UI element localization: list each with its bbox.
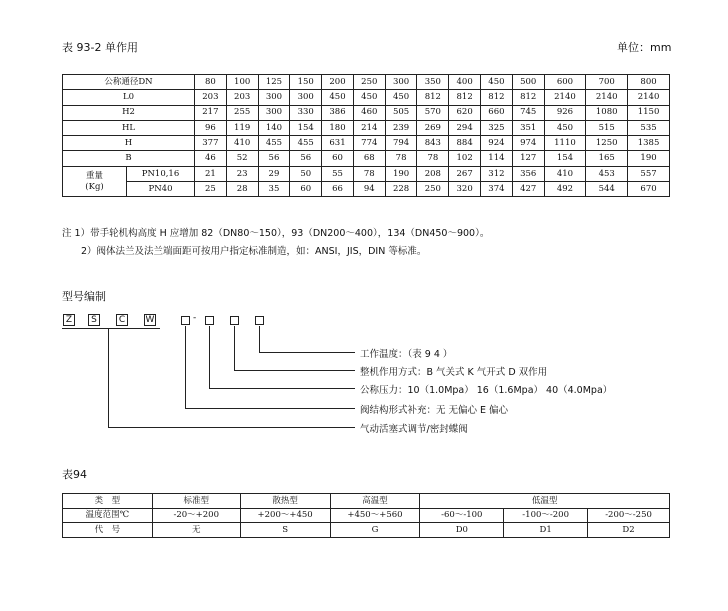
- table-cell: 350: [417, 75, 449, 90]
- table-cell: 325: [481, 120, 513, 135]
- table-cell: 320: [449, 182, 481, 197]
- table-row: [63, 151, 670, 166]
- table-cell: 926: [544, 105, 586, 120]
- table-cell: 154: [290, 120, 322, 135]
- table-cell: 102: [449, 151, 481, 166]
- weight-label: 重量: [85, 170, 103, 181]
- table-cell: PN40: [127, 182, 195, 197]
- table-row: [63, 120, 670, 135]
- table-cell: 无: [152, 523, 240, 538]
- model-slot-3: [230, 316, 239, 325]
- table-cell: 50: [290, 166, 322, 181]
- table-row: [63, 182, 670, 197]
- table-cell: 269: [417, 120, 449, 135]
- table-cell: 154: [544, 151, 586, 166]
- table-row: [63, 136, 670, 151]
- table-cell: 455: [258, 136, 290, 151]
- table-cell: 208: [417, 166, 449, 181]
- table-cell: 557: [628, 166, 670, 181]
- table-cell: 21: [195, 166, 227, 181]
- table-cell: 28: [226, 182, 258, 197]
- model-title: 型号编制: [62, 290, 106, 303]
- table-cell: HL: [63, 120, 195, 135]
- table-cell: 300: [258, 90, 290, 105]
- table-cell: 812: [512, 90, 544, 105]
- table-cell: 450: [385, 90, 417, 105]
- table-cell: 68: [353, 151, 385, 166]
- connector-line: [209, 326, 210, 388]
- connector-line: [259, 352, 355, 353]
- table-cell: 570: [417, 105, 449, 120]
- table-cell: 492: [544, 182, 586, 197]
- table-cell: L0: [63, 90, 195, 105]
- table-cell: 450: [353, 90, 385, 105]
- connector-line: [185, 408, 355, 409]
- table-cell: 386: [322, 105, 354, 120]
- table-cell: H: [63, 136, 195, 151]
- table-cell: +450～+560: [330, 508, 420, 523]
- code-label-action: 整机作用方式：B 气关式 K 气开式 D 双作用: [360, 367, 548, 378]
- table-cell: 203: [195, 90, 227, 105]
- table-cell: 高温型: [330, 494, 420, 509]
- table-cell: D1: [504, 523, 588, 538]
- table-cell: 250: [353, 75, 385, 90]
- table-cell: 119: [226, 120, 258, 135]
- table-cell: 400: [449, 75, 481, 90]
- table-cell: 312: [481, 166, 513, 181]
- table-cell: 203: [226, 90, 258, 105]
- table-cell: 250: [417, 182, 449, 197]
- table-cell: 190: [628, 151, 670, 166]
- table-cell: -200～-250: [588, 508, 670, 523]
- table-cell: 96: [195, 120, 227, 135]
- table-cell: 200: [322, 75, 354, 90]
- table-cell: 25: [195, 182, 227, 197]
- model-slot-4: [255, 316, 264, 325]
- table-cell: 94: [353, 182, 385, 197]
- table-cell: 620: [449, 105, 481, 120]
- table-cell: 114: [481, 151, 513, 166]
- table-cell: 类 型: [63, 494, 153, 509]
- table-cell: 544: [586, 182, 628, 197]
- dimension-table: [62, 74, 670, 197]
- table-cell: 125: [258, 75, 290, 90]
- table-cell: 2140: [544, 90, 586, 105]
- table-cell: 1080: [586, 105, 628, 120]
- model-letter-z: Z: [63, 314, 75, 326]
- temperature-table: [62, 493, 670, 538]
- code-label-pressure: 公称压力：10（1.0Mpa） 16（1.6Mpa） 40（4.0Mpa）: [360, 385, 613, 396]
- table-row: [63, 75, 670, 90]
- table-cell: 455: [290, 136, 322, 151]
- table-cell: 660: [481, 105, 513, 120]
- table-cell: 356: [512, 166, 544, 181]
- table-cell: 700: [586, 75, 628, 90]
- table-cell: 924: [481, 136, 513, 151]
- table-cell: D0: [420, 523, 504, 538]
- table-cell: 351: [512, 120, 544, 135]
- table-cell: -20～+200: [152, 508, 240, 523]
- note-2: 2）阀体法兰及法兰端面距可按用户指定标准制造，如：ANSI，JIS，DIN 等标准。: [81, 246, 427, 257]
- model-dash: -: [193, 313, 197, 323]
- table-cell: 60: [290, 182, 322, 197]
- table-cell: 标准型: [152, 494, 240, 509]
- table-cell: 267: [449, 166, 481, 181]
- connector-line: [62, 328, 160, 329]
- table-cell: 450: [322, 90, 354, 105]
- table-cell: 515: [586, 120, 628, 135]
- table-cell: 214: [353, 120, 385, 135]
- table-cell: 52: [226, 151, 258, 166]
- table-cell: 180: [322, 120, 354, 135]
- table-cell: 745: [512, 105, 544, 120]
- table-cell: -100～-200: [504, 508, 588, 523]
- table-row: [63, 166, 670, 181]
- table-cell: 66: [322, 182, 354, 197]
- table-cell: 23: [226, 166, 258, 181]
- table-cell: 代 号: [63, 523, 153, 538]
- table-cell: 80: [195, 75, 227, 90]
- table-cell: 450: [481, 75, 513, 90]
- table-cell: 330: [290, 105, 322, 120]
- model-letter-w: W: [145, 315, 155, 325]
- table-row: [63, 105, 670, 120]
- table-cell: 300: [290, 90, 322, 105]
- table-cell: 255: [226, 105, 258, 120]
- table-cell: 974: [512, 136, 544, 151]
- table-cell: 294: [449, 120, 481, 135]
- model-letter-s: S: [88, 314, 100, 326]
- code-label-temperature: 工作温度：（表 9 4 ）: [360, 349, 453, 360]
- table-cell: 低温型: [420, 494, 670, 509]
- table-cell: 450: [544, 120, 586, 135]
- table-cell: 1150: [628, 105, 670, 120]
- table-cell: D2: [588, 523, 670, 538]
- table-cell: 56: [290, 151, 322, 166]
- table-cell: 150: [290, 75, 322, 90]
- table-cell: PN10,16: [127, 166, 195, 181]
- table-cell: 217: [195, 105, 227, 120]
- weight-label-cell: [63, 166, 127, 197]
- table-cell: 843: [417, 136, 449, 151]
- table-cell: 410: [544, 166, 586, 181]
- table-cell: 500: [512, 75, 544, 90]
- weight-unit: (Kg): [85, 182, 104, 193]
- table-cell: 410: [226, 136, 258, 151]
- table-cell: 812: [449, 90, 481, 105]
- table-cell: 505: [385, 105, 417, 120]
- table-cell: 散热型: [240, 494, 330, 509]
- table-cell: 78: [385, 151, 417, 166]
- table-cell: +200～+450: [240, 508, 330, 523]
- table94-title: 表94: [62, 468, 87, 481]
- table-cell: 1385: [628, 136, 670, 151]
- table-cell: 29: [258, 166, 290, 181]
- note-1: 注 1）带手轮机构高度 H 应增加 82（DN80～150），93（DN200～400），134（DN450～900）。: [62, 228, 490, 239]
- table-cell: 140: [258, 120, 290, 135]
- model-slot-1: [181, 316, 190, 325]
- table-cell: B: [63, 151, 195, 166]
- connector-line: [185, 326, 186, 408]
- table-row: [63, 90, 670, 105]
- table-cell: 78: [353, 166, 385, 181]
- table-cell: 100: [226, 75, 258, 90]
- table-cell: 78: [417, 151, 449, 166]
- table-cell: -60～-100: [420, 508, 504, 523]
- table-row: [63, 523, 670, 538]
- connector-line: [108, 328, 109, 427]
- table-cell: 56: [258, 151, 290, 166]
- table-title: 表 93-2 单作用: [62, 41, 138, 54]
- model-letter-c: C: [116, 314, 128, 326]
- connector-line: [234, 326, 235, 370]
- table-cell: 631: [322, 136, 354, 151]
- table-row: [63, 508, 670, 523]
- table-cell: 794: [385, 136, 417, 151]
- model-slot-2: [205, 316, 214, 325]
- table-cell: 35: [258, 182, 290, 197]
- table-cell: 2140: [628, 90, 670, 105]
- table-cell: 公称通径DN: [63, 75, 195, 90]
- table-cell: 1250: [586, 136, 628, 151]
- table-cell: 460: [353, 105, 385, 120]
- table-cell: 453: [586, 166, 628, 181]
- code-label-type: 气动活塞式调节/密封蝶阀: [360, 424, 468, 435]
- table-cell: 温度范围℃: [63, 508, 153, 523]
- table-cell: 1110: [544, 136, 586, 151]
- table-cell: 884: [449, 136, 481, 151]
- table-cell: 60: [322, 151, 354, 166]
- table-cell: 46: [195, 151, 227, 166]
- table-cell: 127: [512, 151, 544, 166]
- table-cell: 165: [586, 151, 628, 166]
- table-cell: G: [330, 523, 420, 538]
- table-cell: 377: [195, 136, 227, 151]
- table-cell: 535: [628, 120, 670, 135]
- table-cell: 670: [628, 182, 670, 197]
- table-cell: S: [240, 523, 330, 538]
- table-cell: H2: [63, 105, 195, 120]
- table-cell: 374: [481, 182, 513, 197]
- table-cell: 228: [385, 182, 417, 197]
- table-cell: 800: [628, 75, 670, 90]
- connector-line: [209, 388, 355, 389]
- table-cell: 2140: [586, 90, 628, 105]
- table-cell: 300: [258, 105, 290, 120]
- table-cell: 600: [544, 75, 586, 90]
- table-cell: 812: [481, 90, 513, 105]
- connector-line: [234, 370, 355, 371]
- table-cell: 812: [417, 90, 449, 105]
- table-cell: 774: [353, 136, 385, 151]
- connector-line: [259, 326, 260, 352]
- table-cell: 239: [385, 120, 417, 135]
- connector-line: [108, 427, 355, 428]
- code-label-structure: 阀结构形式补充：无 无偏心 E 偏心: [360, 405, 509, 416]
- table-cell: 427: [512, 182, 544, 197]
- table-row: [63, 494, 670, 509]
- table-cell: 300: [385, 75, 417, 90]
- unit-label: 单位：mm: [617, 41, 672, 54]
- table-cell: 55: [322, 166, 354, 181]
- table-cell: 190: [385, 166, 417, 181]
